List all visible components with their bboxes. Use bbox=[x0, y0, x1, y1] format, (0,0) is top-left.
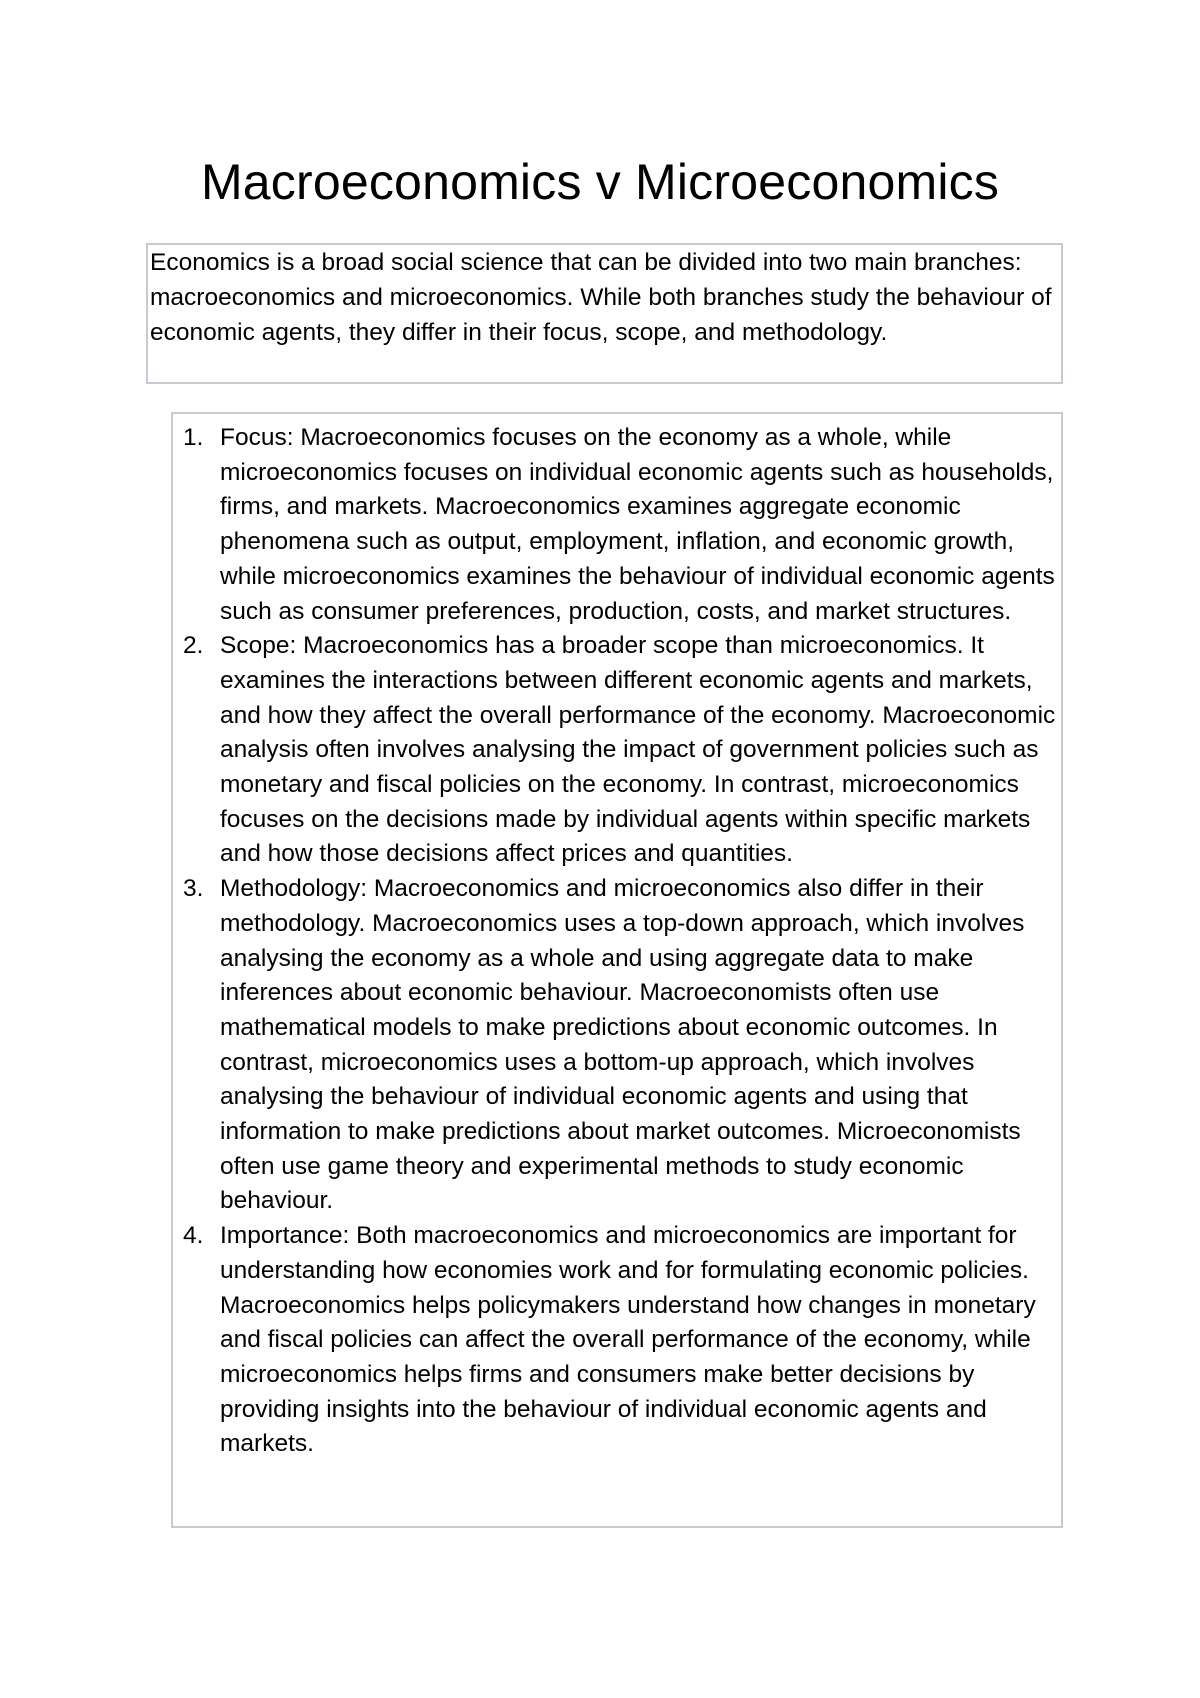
list-item-number: 1. bbox=[183, 424, 204, 451]
list-item bbox=[173, 872, 1057, 1219]
comparison-list-box bbox=[171, 412, 1063, 1528]
list-item-text: Focus: Macroeconomics focuses on the economy as a whole, while microeconomics focuses on individual economic agents such as households, firms, and markets. Macroeconomics examines aggregate economic phenomena such as output, employment, inflation, and economic growth, while microeconomics examines the behaviour of individual economic agents such as consumer preferences, production, costs, and market structures. bbox=[220, 424, 1055, 625]
intro-box bbox=[146, 243, 1063, 384]
list-item-text: Methodology: Macroeconomics and microeconomics also differ in their methodology. Macroeconomics uses a top-down approach, which involves analysing the economy as a whole and using aggregate data to make inferences about economic behaviour. Macroeconomists often use mathematical models to make predictions about economic outcomes. In contrast, microeconomics uses a bottom-up approach, which involves analysing the behaviour of individual economic agents and using that information to make predictions about market outcomes. Microeconomists often use game theory and experimental methods to study economic behaviour. bbox=[220, 875, 1025, 1215]
comparison-list bbox=[173, 421, 1057, 1462]
list-item bbox=[173, 1219, 1057, 1462]
list-item bbox=[173, 629, 1057, 872]
list-item-number: 4. bbox=[183, 1222, 204, 1250]
list-item-number: 3. bbox=[183, 875, 204, 903]
list-item-number: 2. bbox=[183, 632, 204, 660]
intro-paragraph: Economics is a broad social science that can be divided into two main branches: macroeconomics and microeconomics. While both branches study the behaviour of economic agents, they differ in their focus, scope, and methodology. bbox=[150, 249, 1052, 346]
list-item bbox=[173, 421, 1057, 629]
page-title: Macroeconomics v Microeconomics bbox=[200, 154, 1000, 210]
list-item-text: Scope: Macroeconomics has a broader scope than microeconomics. It examines the interactions between different economic agents and markets, and how they affect the overall performance of the economy. Macroeconomic analysis often involves analysing the impact of government policies such as monetary and fiscal policies on the economy. In contrast, microeconomics focuses on the decisions made by individual agents within specific markets and how those decisions affect prices and quantities. bbox=[220, 632, 1056, 868]
list-item-text: Importance: Both macroeconomics and microeconomics are important for understanding how economies work and for formulating economic policies. Macroeconomics helps policymakers understand how changes in monetary and fiscal policies can affect the overall performance of the economy, while microeconomics helps firms and consumers make better decisions by providing insights into the behaviour of individual economic agents and markets. bbox=[220, 1222, 1036, 1458]
